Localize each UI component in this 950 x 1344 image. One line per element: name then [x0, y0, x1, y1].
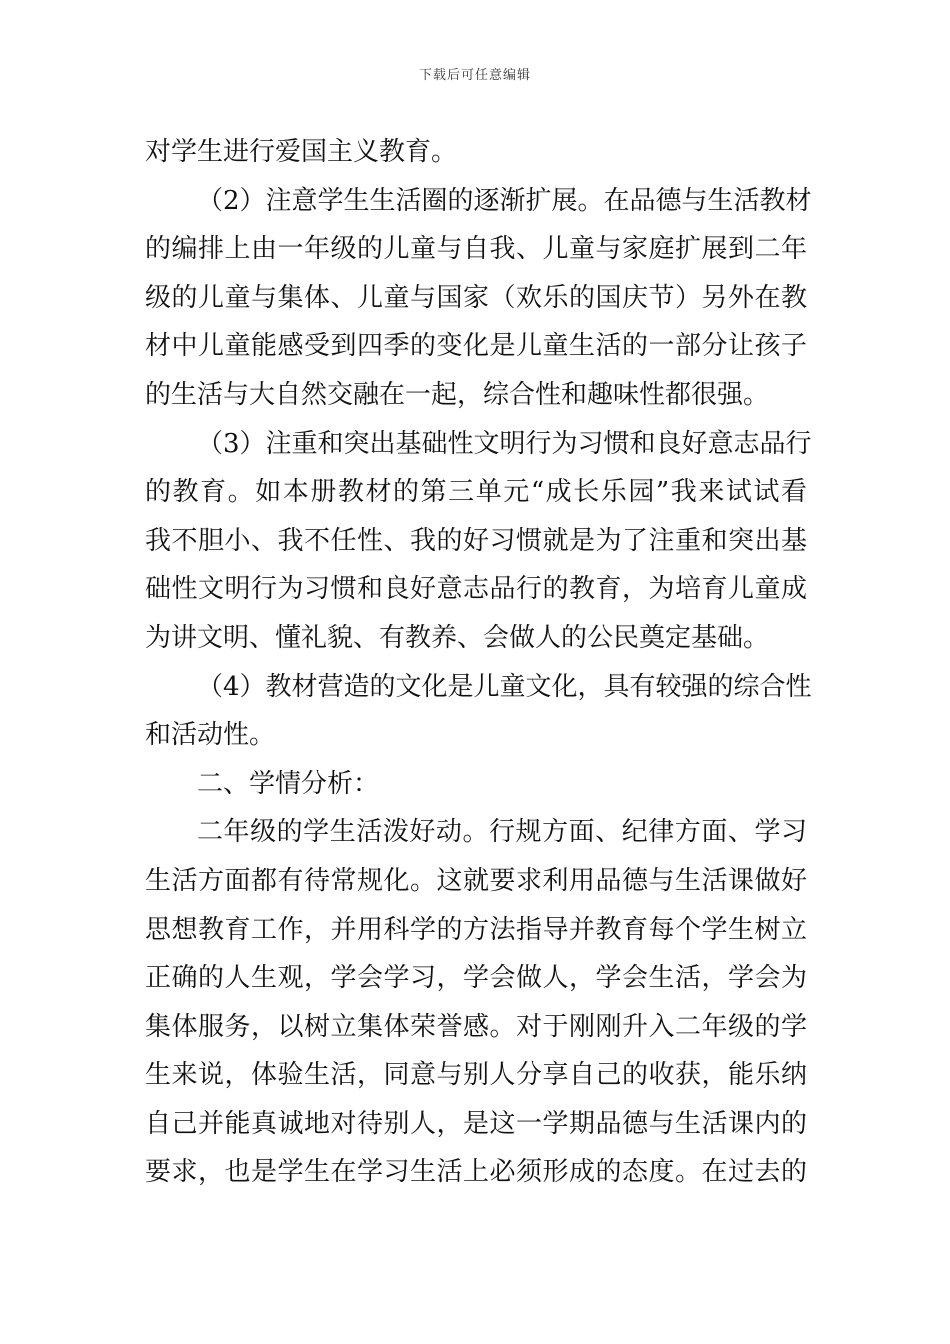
- text-line: 二、学情分析：: [197, 768, 380, 799]
- text-line: 二年级的学生活泼好动。行规方面、纪律方面、学习: [197, 817, 807, 848]
- text-line: 的生活与大自然交融在一起，综合性和趣味性都很强。: [145, 379, 770, 410]
- text-line: 思想教育工作，并用科学的方法指导并教育每个学生树立: [145, 914, 807, 945]
- text-line: 为讲文明、懂礼貌、有教养、会做人的公民奠定基础。: [145, 622, 770, 653]
- text-line: （4）教材营造的文化是儿童文化，具有较强的综合性: [197, 671, 812, 702]
- text-line: 生活方面都有待常规化。这就要求利用品德与生活课做好: [145, 865, 807, 896]
- page-header: 下载后可任意编辑: [418, 68, 531, 83]
- text-line: 要求，也是学生在学习生活上必须形成的态度。在过去的: [145, 1157, 807, 1188]
- text-line: 对学生进行爱国主义教育。: [145, 137, 458, 167]
- text-line: 和活动性。: [145, 720, 276, 751]
- text-line: 我不胆小、我不任性、我的好习惯就是为了注重和突出基: [145, 525, 807, 556]
- text-line: 的教育。如本册教材的第三单元“成长乐园”我来试试看: [145, 477, 807, 508]
- text-line: （2）注意学生生活圈的逐渐扩展。在品德与生活教材: [197, 185, 812, 216]
- text-line: 生来说，体验生活，同意与别人分享自己的收获，能乐纳: [145, 1060, 807, 1091]
- text-line: （3）注重和突出基础性文明行为习惯和良好意志品行: [197, 428, 812, 459]
- document-body: [145, 128, 812, 1197]
- text-line: 集体服务，以树立集体荣誉感。对于刚刚升入二年级的学: [145, 1011, 807, 1042]
- text-line: 正确的人生观，学会学习，学会做人，学会生活，学会为: [145, 963, 807, 994]
- text-line: 自己并能真诚地对待别人，是这一学期品德与生活课内的: [145, 1108, 807, 1139]
- text-line: 级的儿童与集体、儿童与国家（欢乐的国庆节）另外在教: [145, 282, 807, 313]
- text-line: 础性文明行为习惯和良好意志品行的教育，为培育儿童成: [145, 574, 807, 605]
- text-line: 的编排上由一年级的儿童与自我、儿童与家庭扩展到二年: [145, 234, 807, 265]
- text-line: 材中儿童能感受到四季的变化是儿童生活的一部分让孩子: [145, 331, 807, 362]
